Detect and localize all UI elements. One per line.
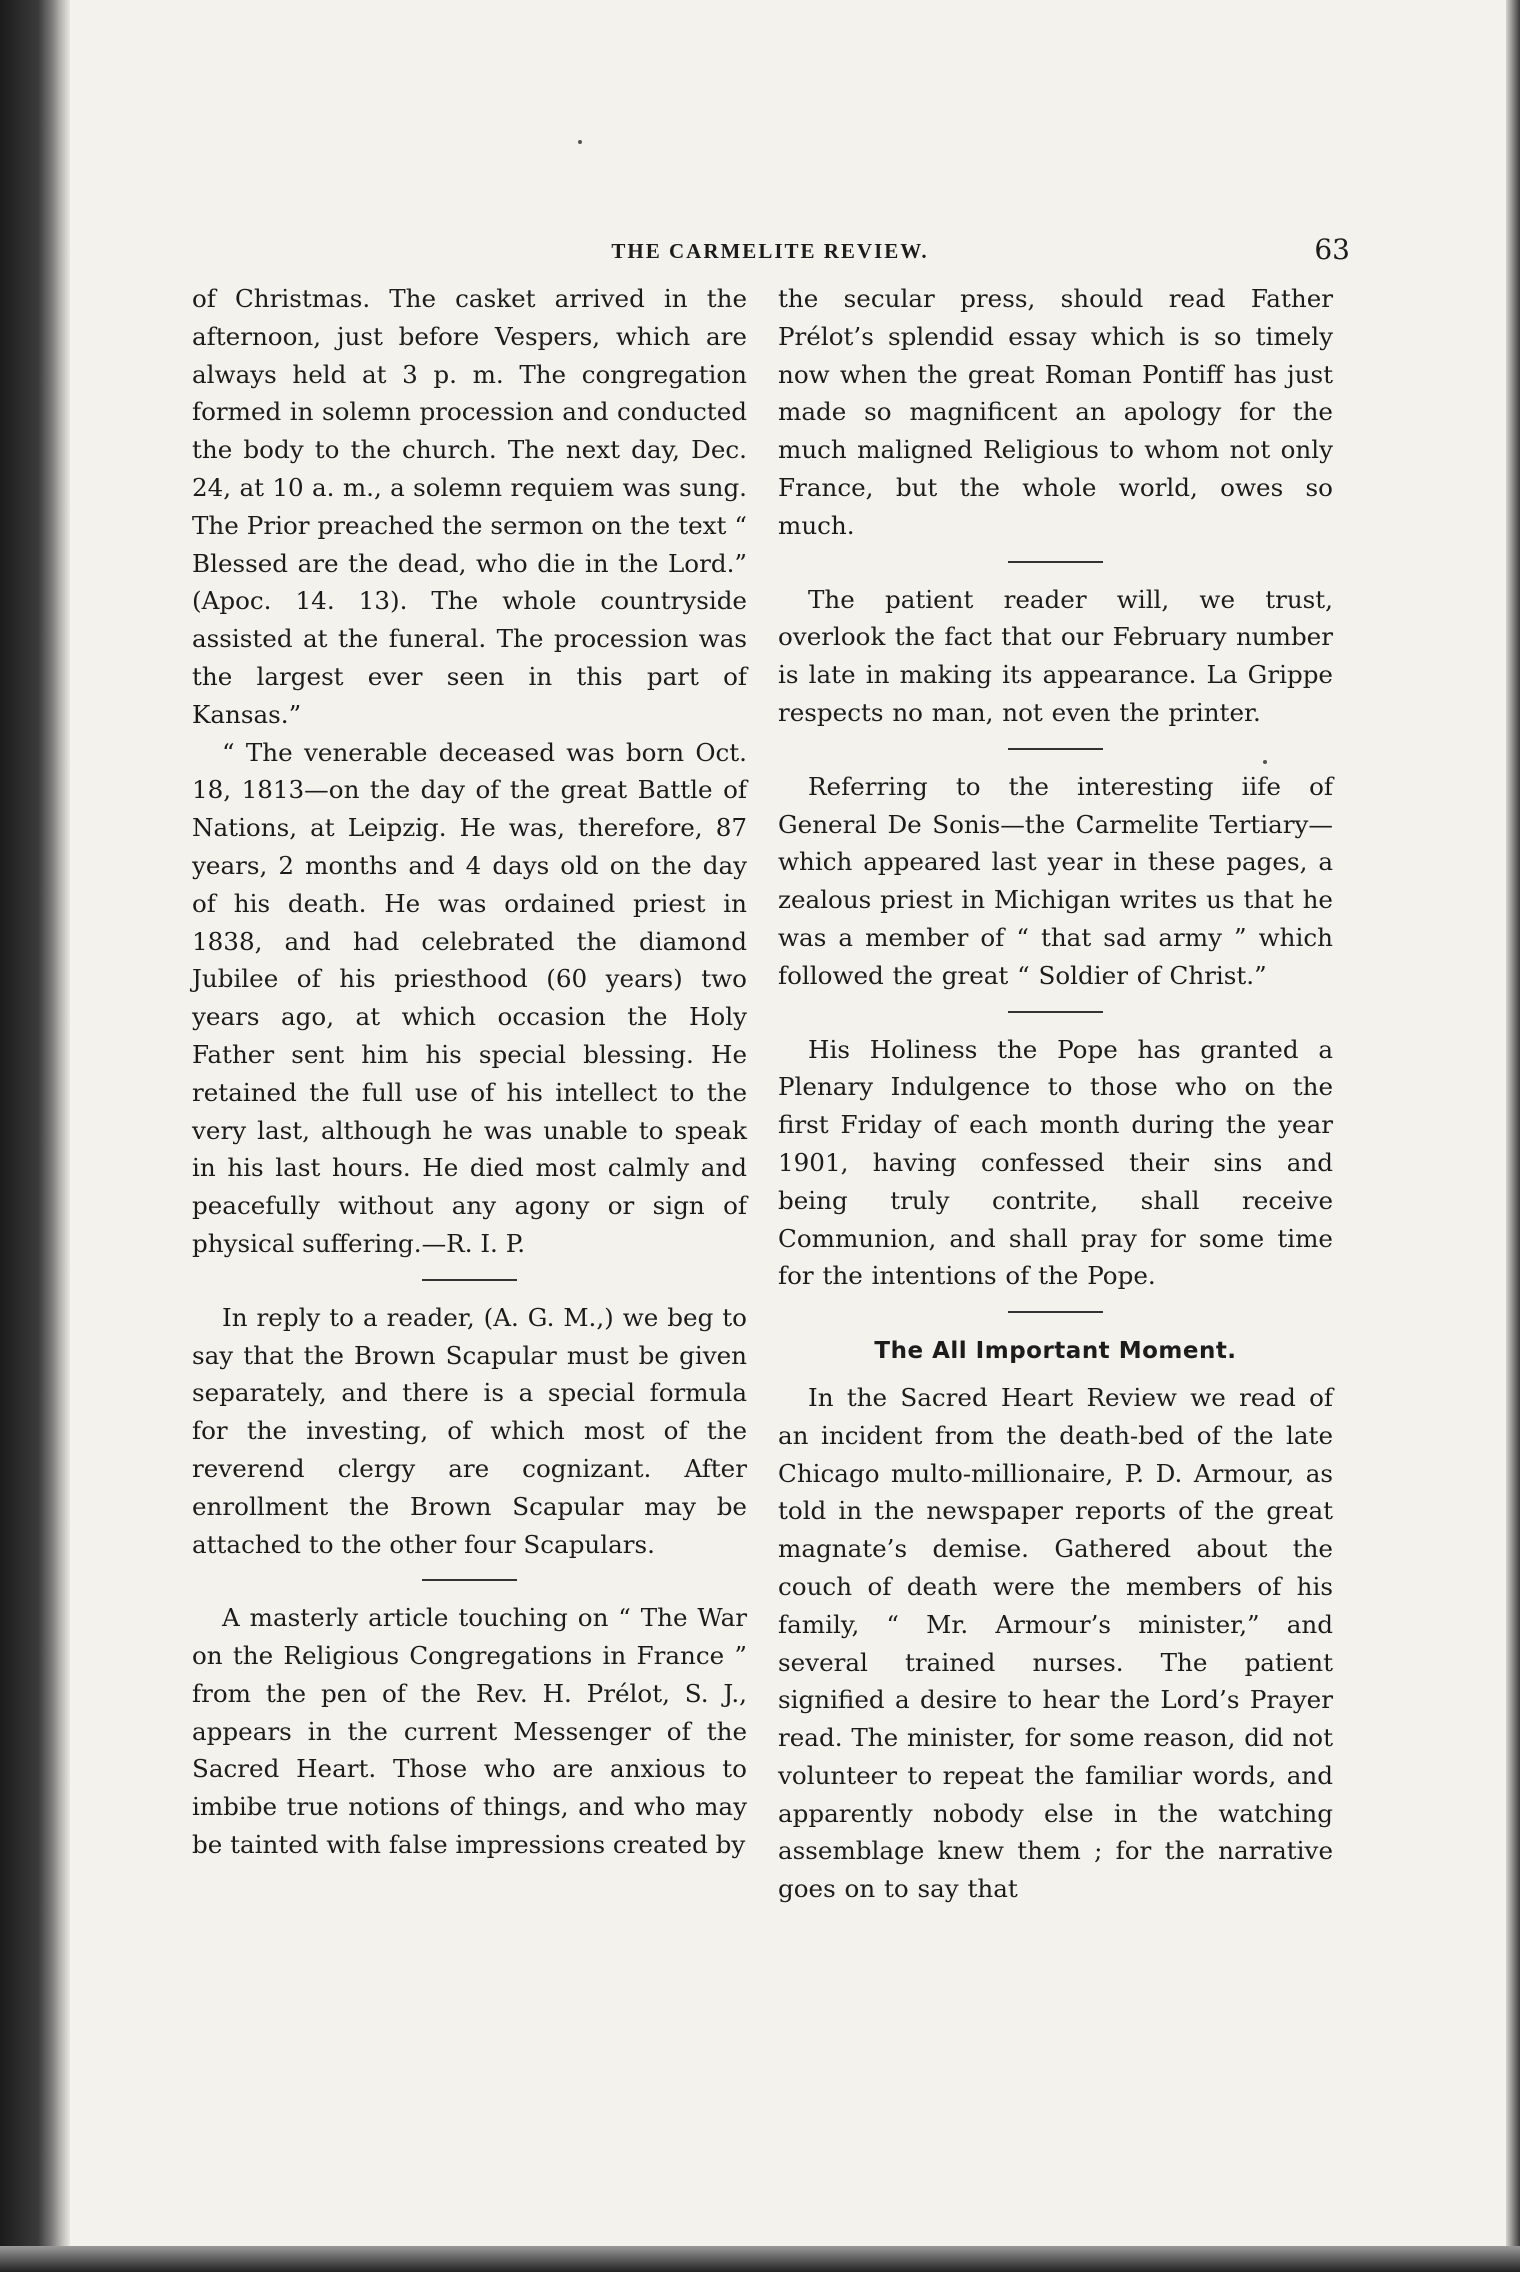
running-title: THE CARMELITE REVIEW.	[611, 239, 929, 263]
paragraph-brown-scapular: In reply to a reader, (A. G. M.,) we beg to say that the Brown Scapular must be given separately, and there is a special formula for the investing, of which most of the reverend clergy are cognizant. After enrollment the Brown Scapular may be attached to the other four Scapulars.	[192, 1302, 747, 1559]
right-column	[778, 280, 1333, 1908]
paragraph-funeral-account: of Christmas. The casket arrived in the afternoon, just before Vespers, which are always held at 3 p. m. The congregation formed in solemn procession and conducted the body to the church. The next day, Dec. 24, at 10 a. m., a solemn requiem was sung. The Prior preached the sermon on the text “ Blessed are the dead, who die in the Lord.” (Apoc. 14. 13). The whole countryside assisted at the funeral. The procession was the largest ever seen in this part of Kansas.”	[192, 284, 747, 729]
page-binding-shadow	[0, 0, 70, 2272]
section-divider	[1008, 748, 1103, 750]
page-bottom-shadow	[0, 2246, 1520, 2272]
paragraph-obituary: “ The venerable deceased was born Oct. 18, 1813—on the day of the great Battle of Nations, at Leipzig. He was, therefore, 87 years, 2 months and 4 days old on the day of his death. He was ordained priest in 1838, and had celebrated the diamond Jubilee of his priesthood (60 years) two years ago, at which occasion the Holy Father sent him his special blessing. He retained the full use of his intellect to the very last, although he was unable to speak in his last hours. He died most calmly and peacefully without any agony or sign of physical suffering.—R. I. P.	[192, 737, 747, 1258]
section-divider	[1008, 561, 1103, 563]
paragraph-plenary-indulgence: His Holiness the Pope has granted a Plenary Indulgence to those who on the first Friday of each month during the year 1901, having confessed their sins and being truly contrite, shall receive Communion, and shall pray for some time for the intentions of the Pope.	[778, 1034, 1333, 1291]
print-speck	[578, 140, 582, 144]
left-column	[192, 280, 747, 1864]
page-right-shadow	[1506, 0, 1520, 2272]
page-number: 63	[1314, 233, 1350, 266]
page-header	[190, 233, 1350, 273]
paragraph-armour-deathbed: In the Sacred Heart Review we read of an incident from the death-bed of the late Chicago multo-millionaire, P. D. Armour, as told in the newspaper reports of the great magnate’s demise. Gathered about the couch of death were the members of his family, “ Mr. Armour’s minister,” and several trained nurses. The patient signified a desire to hear the Lord’s Prayer read. The minister, for some reason, did not volunteer to repeat the familiar words, and apparently nobody else in the watching assemblage knew them ; for the narrative goes on to say that	[778, 1382, 1333, 1904]
paragraph-late-issue: The patient reader will, we trust, overlook the fact that our February number is late in making its appearance. La Grippe respects no man, not even the printer.	[778, 584, 1333, 727]
paragraph-religious-congregations: A masterly article touching on “ The War on the Religious Congregations in France ” from the pen of the Rev. H. Prélot, S. J., appears in the current Messenger of the Sacred Heart. Those who are anxious to imbibe true notions of things, and who may be tainted with false impressions created by	[192, 1603, 747, 1860]
section-divider	[422, 1279, 517, 1281]
section-divider	[422, 1579, 517, 1581]
paragraph-secular-press: the secular press, should read Father Prélot’s splendid essay which is so timely now when the great Roman Pontiff has just made so magnificent an apology for the much maligned Religious to whom not only France, but the whole world, owes so much.	[778, 284, 1333, 540]
section-divider	[1008, 1311, 1103, 1313]
section-divider	[1008, 1011, 1103, 1013]
paragraph-general-de-sonis: Referring to the interesting iife of General De Sonis—the Carmelite Tertiary—which appeared last year in these pages, a zealous priest in Michigan writes us that he was a member of “ that sad army ” which followed the great “ Soldier of Christ.”	[778, 771, 1333, 990]
article-heading: The All Important Moment.	[874, 1338, 1237, 1365]
